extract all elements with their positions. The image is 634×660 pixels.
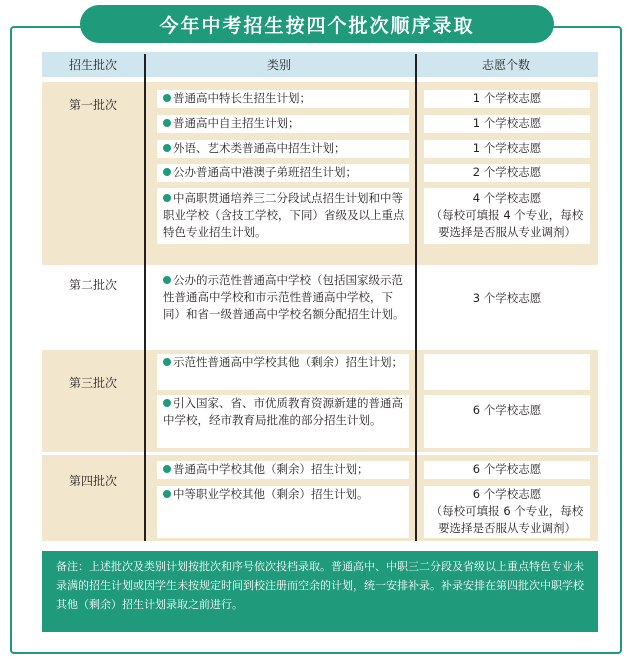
batch-1-row-1-category: 普通高中特长生招生计划； — [157, 90, 409, 108]
batch-4-row-2-wish: 6 个学校志愿 （每校可填报 6 个专业，每校要选择是否服从专业调剂） — [424, 486, 590, 538]
table-header — [42, 52, 598, 77]
bullet-dot-icon — [163, 144, 171, 152]
bullet-dot-icon — [163, 358, 171, 366]
bullet-dot-icon — [163, 119, 171, 127]
batch-3-row-2-category: 引入国家、省、市优质教育资源新建的普通高中学校，经市教育局批准的部分招生计划。 — [157, 395, 409, 448]
batch-1-row-3-category: 外语、艺术类普通高中招生计划； — [157, 140, 409, 158]
header-wish: 志愿个数 — [481, 58, 530, 72]
batch-1-label: 第一批次 — [68, 98, 117, 112]
batch-4-row-1-wish: 6 个学校志愿 — [424, 461, 590, 479]
column-divider-right — [415, 54, 417, 541]
batch-4-row-2-category: 中等职业学校其他（剩余）招生计划。 — [157, 486, 409, 538]
bullet-dot-icon — [163, 490, 171, 498]
batch-1-row-5-category: 中高职贯通培养三二分段试点招生计划和中等职业学校（含技工学校，下同）省级及以上重点特色专业招生计划。 — [157, 188, 409, 244]
batch-1-row-4-category: 公办普通高中港澳子弟班招生计划； — [157, 164, 409, 182]
bullet-dot-icon — [163, 194, 171, 202]
bullet-dot-icon — [163, 465, 171, 473]
batch-1-row-2-category: 普通高中自主招生计划； — [157, 115, 409, 133]
batch-1-row-2-wish: 1 个学校志愿 — [424, 115, 590, 133]
batch-1-row-5-wish: 4 个学校志愿 （每校可填报 4 个专业，每校要选择是否服从专业调剂） — [424, 188, 590, 244]
batch-3-row-1-wish — [424, 354, 590, 390]
batch-1-row-1-wish: 1 个学校志愿 — [424, 90, 590, 108]
bullet-dot-icon — [163, 276, 171, 284]
page-title: 今年中考招生按四个批次顺序录取 — [80, 5, 554, 43]
bullet-dot-icon — [163, 399, 171, 407]
batch-3-row-1-category: 示范性普通高中学校其他（剩余）招生计划； — [157, 354, 409, 390]
bullet-dot-icon — [163, 168, 171, 176]
batch-2-row-1-category: 公办的示范性普通高中学校（包括国家级示范性普通高中学校和市示范性普通高中学校，下同）和省一级普通高中学校名额分配招生计划。 — [163, 273, 405, 321]
bullet-dot-icon — [163, 94, 171, 102]
batch-4-row-1-category: 普通高中学校其他（剩余）招生计划； — [157, 461, 409, 479]
batch-1-row-4-wish: 2 个学校志愿 — [424, 164, 590, 182]
batch-4-label: 第四批次 — [68, 474, 117, 488]
batch-3-row-2-wish: 6 个学校志愿 — [424, 395, 590, 448]
batch-2-label: 第二批次 — [68, 278, 117, 292]
column-divider-left — [144, 54, 146, 541]
note-box: 备注：上述批次及类别计划按批次和序号依次投档录取。普通高中、中职三二分段及省级以上重点特色专业未录满的招生计划或因学生未按规定时间到校注册而空余的计划，统一安排补录。补录安排在第四批次中职学校其他（剩余）招生计划录取之前进行。 — [42, 551, 598, 632]
header-category: 类别 — [266, 58, 291, 72]
batch-3-label: 第三批次 — [68, 376, 117, 390]
header-batch: 招生批次 — [68, 58, 117, 72]
batch-2-row-1-wish: 3 个学校志愿 — [472, 291, 542, 305]
batch-1-row-3-wish: 1 个学校志愿 — [424, 140, 590, 158]
